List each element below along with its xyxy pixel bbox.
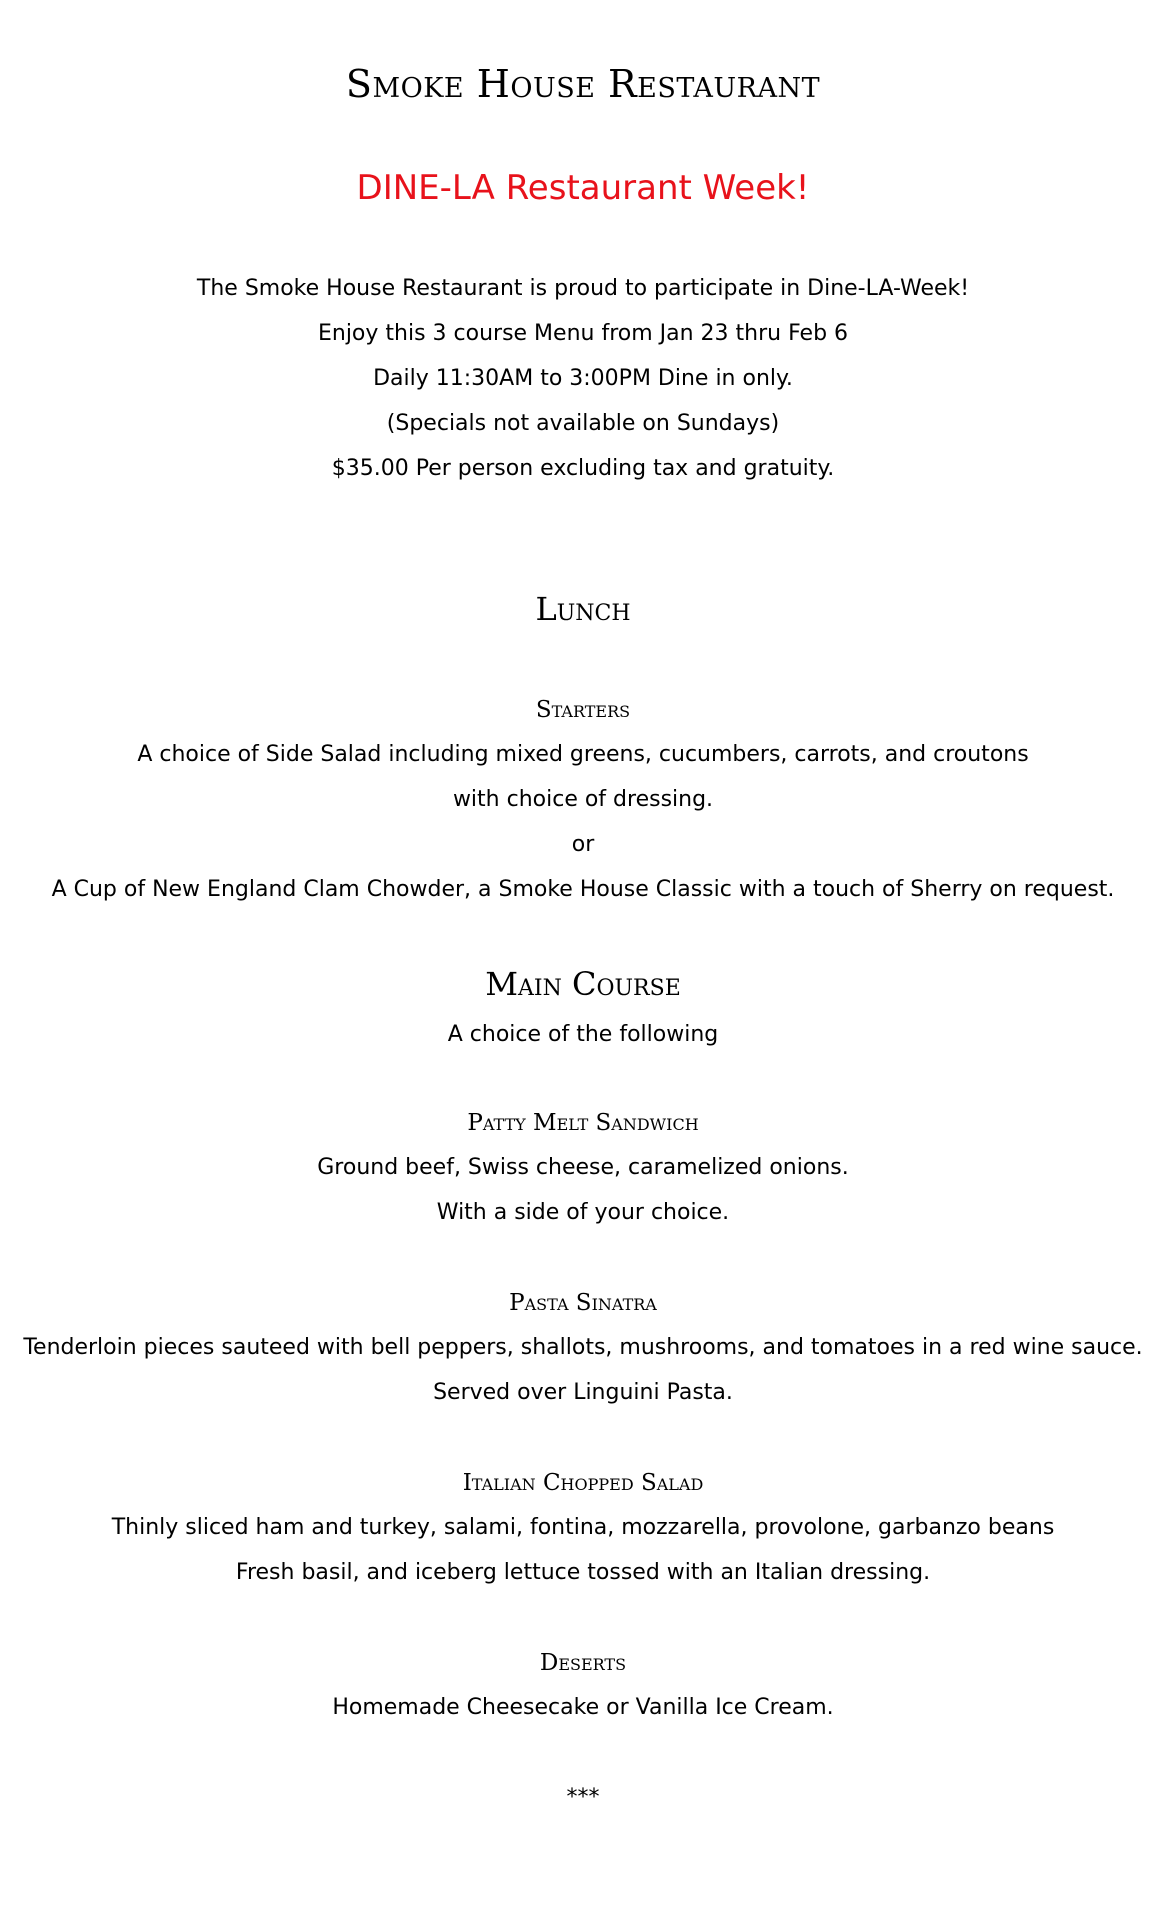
dish-description: Tenderloin pieces sauteed with bell peppers, shallots, mushrooms, and tomatoes in a red wine sauce. <box>23 1335 1143 1360</box>
desert-line: Homemade Cheesecake or Vanilla Ice Cream. <box>332 1695 834 1720</box>
intro-line: (Specials not available on Sundays) <box>386 411 780 436</box>
main-course-note: A choice of the following <box>447 1022 719 1047</box>
intro-line: Enjoy this 3 course Menu from Jan 23 thru Feb 6 <box>317 321 849 346</box>
intro-line: Daily 11:30AM to 3:00PM Dine in only. <box>373 366 793 391</box>
restaurant-title: Smoke House Restaurant <box>345 62 821 106</box>
dish-description: Thinly sliced ham and turkey, salami, fontina, mozzarella, provolone, garbanzo beans <box>111 1515 1055 1540</box>
starter-line: A Cup of New England Clam Chowder, a Smoke House Classic with a touch of Sherry on request. <box>51 877 1115 902</box>
event-subtitle: DINE-LA Restaurant Week! <box>356 168 810 208</box>
main-course-heading: Main Course <box>485 965 681 1003</box>
price-line: $35.00 Per person excluding tax and gratuity. <box>331 456 835 481</box>
dish-description: Ground beef, Swiss cheese, caramelized onions. <box>317 1155 849 1180</box>
starter-line: A choice of Side Salad including mixed greens, cucumbers, carrots, and croutons <box>137 742 1029 767</box>
dish-description: Fresh basil, and iceberg lettuce tossed with an Italian dressing. <box>235 1560 931 1585</box>
dish-name: Pasta Sinatra <box>509 1290 657 1316</box>
intro-line: The Smoke House Restaurant is proud to participate in Dine-LA-Week! <box>196 276 970 301</box>
starter-line: with choice of dressing. <box>452 787 714 812</box>
footer-mark: *** <box>566 1785 600 1810</box>
dish-name: Italian Chopped Salad <box>462 1470 704 1496</box>
dish-description: With a side of your choice. <box>436 1200 730 1225</box>
lunch-heading: Lunch <box>535 590 631 628</box>
dish-name: Patty Melt Sandwich <box>467 1110 699 1136</box>
deserts-heading: Deserts <box>539 1650 627 1676</box>
starter-or: or <box>571 832 595 857</box>
dish-description: Served over Linguini Pasta. <box>433 1380 733 1405</box>
starters-heading: Starters <box>535 697 631 723</box>
